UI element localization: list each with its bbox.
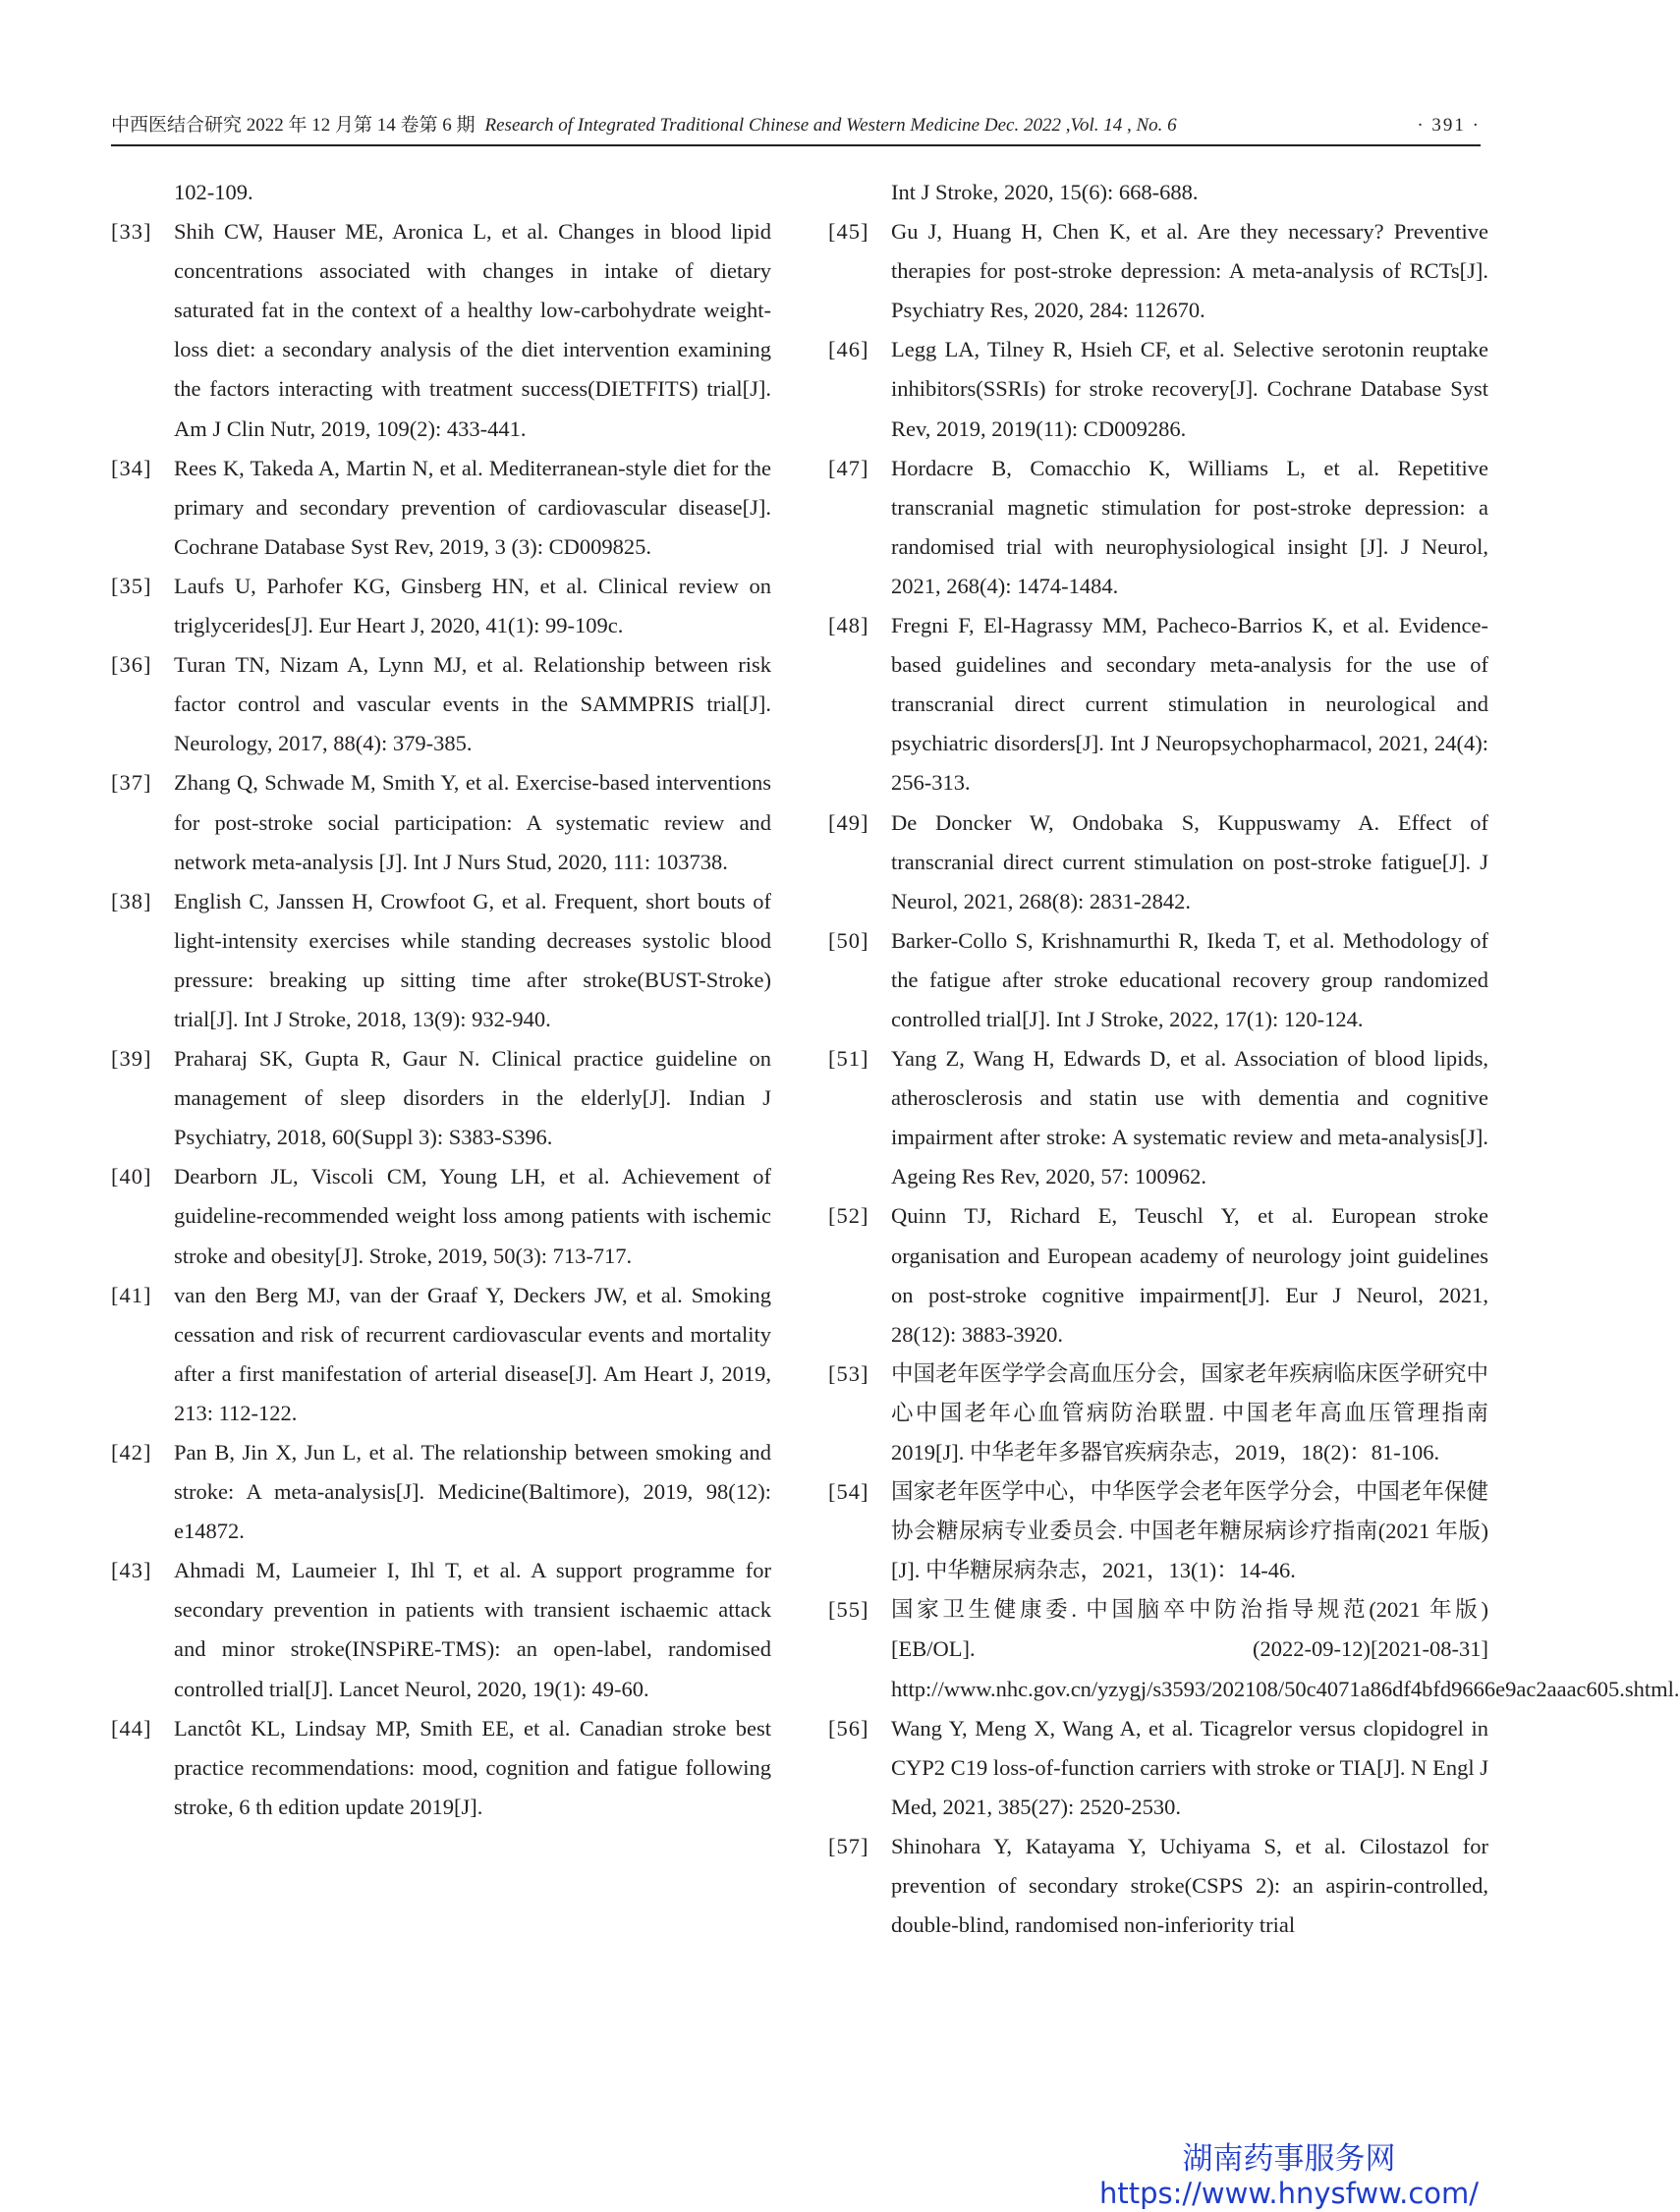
reference-continuation: 102-109. <box>174 180 253 204</box>
reference-number: [49] <box>828 809 869 835</box>
reference-text: Wang Y, Meng X, Wang A, et al. Ticagrelor versus clopidogrel in CYP2 C19 loss-of-function carriers with stroke or TIA[J]. N Engl J Med, 2021, 385(27): 2520-2530. <box>891 1715 1488 1819</box>
reference-text: De Doncker W, Ondobaka S, Kuppuswamy A. Effect of transcranial direct current stimulation on post-stroke fatigue[J]. J Neurol, 2021, 268(8): 2831-2842. <box>891 809 1488 913</box>
reference-item <box>111 449 771 567</box>
reference-text: 国家老年医学中心，中华医学会老年医学分会，中国老年保健协会糖尿病专业委员会. 中国老年糖尿病诊疗指南(2021 年版)[J]. 中华糖尿病杂志，2021，13(1)：14-46. <box>891 1479 1488 1583</box>
reference-text: Zhang Q, Schwade M, Smith Y, et al. Exercise-based interventions for post-stroke social participation: A systematic review and network meta-analysis [J]. Int J Nurs Stud, 2020, 111: 103738. <box>174 770 771 874</box>
reference-text: Legg LA, Tilney R, Hsieh CF, et al. Selective serotonin reuptake inhibitors(SSRIs) for stroke recovery[J]. Cochrane Database Syst Rev, 2019, 2019(11): CD009286. <box>891 337 1488 441</box>
reference-item <box>828 330 1488 448</box>
reference-number: [41] <box>111 1282 152 1307</box>
reference-text: Lanctôt KL, Lindsay MP, Smith EE, et al. Canadian stroke best practice recommendations: mood, cognition and fatigue following stroke, 6 th edition update 2019[J]. <box>174 1715 771 1819</box>
reference-number: [35] <box>111 573 152 598</box>
reference-item <box>111 1157 771 1275</box>
reference-number: [39] <box>111 1046 152 1072</box>
reference-item <box>828 803 1488 921</box>
reference-column-right <box>828 173 1680 1945</box>
reference-column-left <box>111 173 771 1827</box>
reference-number: [40] <box>111 1164 152 1189</box>
reference-text: van den Berg MJ, van der Graaf Y, Deckers JW, et al. Smoking cessation and risk of recurrent cardiovascular events and mortality after a first manifestation of arterial disease[J]. Am Heart J, 2019, 213: 112-122. <box>174 1282 771 1425</box>
watermark-site-name: 湖南药事服务网 <box>1182 2141 1396 2177</box>
reference-item <box>828 1709 1488 1827</box>
reference-list-left <box>111 212 771 1827</box>
reference-number: [34] <box>111 455 152 480</box>
reference-text: Dearborn JL, Viscoli CM, Young LH, et al. Achievement of guideline-recommended weight loss among patients with ischemic stroke and obesity[J]. Stroke, 2019, 50(3): 713-717. <box>174 1164 771 1268</box>
reference-number: [51] <box>828 1046 869 1072</box>
reference-item <box>111 1039 771 1157</box>
reference-item <box>828 1355 1488 1472</box>
reference-text: Gu J, Huang H, Chen K, et al. Are they necessary? Preventive therapies for post-stroke depression: A meta-analysis of RCTs[J]. Psychiatry Res, 2020, 284: 112670. <box>891 219 1488 323</box>
reference-number: [42] <box>111 1440 152 1465</box>
reference-item <box>111 1551 771 1708</box>
reference-item <box>828 1590 1680 1708</box>
reference-text: Barker-Collo S, Krishnamurthi R, Ikeda T, et al. Methodology of the fatigue after stroke educational recovery group randomized controlled trial[J]. Int J Stroke, 2022, 17(1): 120-124. <box>891 927 1488 1031</box>
reference-number: [50] <box>828 927 869 953</box>
page-number: · 391 · <box>1417 115 1481 136</box>
reference-item <box>828 606 1488 802</box>
reference-item <box>111 645 771 763</box>
reference-text: Hordacre B, Comacchio K, Williams L, et al. Repetitive transcranial magnetic stimulation for post-stroke depression: a randomised trial with neurophysiological insight [J]. J Neurol, 2021, 268(4): 1474-1484. <box>891 455 1488 598</box>
reference-text: Shih CW, Hauser ME, Aronica L, et al. Changes in blood lipid concentrations associated with changes in intake of dietary saturated fat in the context of a healthy low-carbohydrate weight-loss diet: a secondary analysis of the diet intervention examining the factors interacting with treatment success(DIETFITS) trial[J]. Am J Clin Nutr, 2019, 109(2): 433-441. <box>174 219 771 441</box>
header-rule <box>111 144 1481 146</box>
reference-number: [44] <box>111 1715 152 1741</box>
reference-item <box>111 567 771 645</box>
reference-item <box>828 1039 1488 1196</box>
journal-title-en: Research of Integrated Traditional Chinese and Western Medicine Dec. 2022 ,Vol. 14 , No. 6 <box>484 115 1177 136</box>
reference-number: [57] <box>828 1833 869 1858</box>
reference-item <box>828 1827 1488 1945</box>
reference-number: [45] <box>828 219 869 245</box>
reference-number: [52] <box>828 1203 869 1229</box>
reference-number: [36] <box>111 652 152 678</box>
reference-item <box>828 921 1488 1039</box>
reference-number: [47] <box>828 455 869 480</box>
reference-item <box>828 212 1488 330</box>
reference-continuation: Int J Stroke, 2020, 15(6): 668-688. <box>891 180 1199 204</box>
reference-number: [46] <box>828 337 869 362</box>
reference-item <box>111 882 771 1039</box>
reference-text: Turan TN, Nizam A, Lynn MJ, et al. Relationship between risk factor control and vascular events in the SAMMPRIS trial[J]. Neurology, 2017, 88(4): 379-385. <box>174 652 771 756</box>
reference-number: [33] <box>111 219 152 245</box>
reference-item <box>111 1709 771 1827</box>
reference-text: Rees K, Takeda A, Martin N, et al. Mediterranean-style diet for the primary and secondary prevention of cardiovascular disease[J]. Cochrane Database Syst Rev, 2019, 3 (3): CD009825. <box>174 455 771 559</box>
reference-number: [37] <box>111 770 152 796</box>
reference-item <box>111 212 771 449</box>
reference-number: [56] <box>828 1715 869 1741</box>
reference-list-right <box>828 212 1680 1945</box>
reference-item <box>111 1433 771 1551</box>
reference-text: 中国老年医学学会高血压分会，国家老年疾病临床医学研究中心中国老年心血管病防治联盟. 中国老年高血压管理指南 2019[J]. 中华老年多器官疾病杂志，2019，18(2)：81-106. <box>891 1360 1488 1465</box>
reference-number: [54] <box>828 1479 869 1505</box>
reference-text: Shinohara Y, Katayama Y, Uchiyama S, et al. Cilostazol for prevention of secondary stroke(CSPS 2): an aspirin-controlled, double-blind, randomised non-inferiority trial <box>891 1833 1488 1938</box>
reference-text: English C, Janssen H, Crowfoot G, et al. Frequent, short bouts of light-intensity exercises while standing decreases systolic blood pressure: breaking up sitting time after stroke(BUST-Stroke) trial[J]. Int J Stroke, 2018, 13(9): 932-940. <box>174 888 771 1031</box>
watermark <box>1073 2141 1505 2210</box>
reference-text: Ahmadi M, Laumeier I, Ihl T, et al. A support programme for secondary prevention in patients with transient ischaemic attack and minor stroke(INSPiRE-TMS): an open-label, randomised controlled trial[J]. Lancet Neurol, 2020, 19(1): 49-60. <box>174 1558 771 1701</box>
journal-title <box>111 111 1177 140</box>
reference-number: [48] <box>828 613 869 638</box>
reference-text: 国家卫生健康委. 中国脑卒中防治指导规范(2021 年版)[EB/OL]. (2022-09-12)[2021-08-31] http://www.nhc.gov.cn/yzygj/s3593/202108/50c4071a86df4bfd9666e9ac2aaac605.shtml. <box>891 1597 1680 1701</box>
reference-item <box>828 1196 1488 1354</box>
reference-text: Quinn TJ, Richard E, Teuschl Y, et al. European stroke organisation and European academy of neurology joint guidelines on post-stroke cognitive impairment[J]. Eur J Neurol, 2021, 28(12): 3883-3920. <box>891 1203 1488 1347</box>
reference-text: Praharaj SK, Gupta R, Gaur N. Clinical practice guideline on management of sleep disorders in the elderly[J]. Indian J Psychiatry, 2018, 60(Suppl 3): S383-S396. <box>174 1046 771 1150</box>
reference-item <box>111 763 771 881</box>
watermark-url[interactable]: https://www.hnysfww.com/ <box>1098 2177 1480 2210</box>
reference-text: Yang Z, Wang H, Edwards D, et al. Association of blood lipids, atherosclerosis and statin use with dementia and cognitive impairment after stroke: A systematic review and meta-analysis[J]. Ageing Res Rev, 2020, 57: 100962. <box>891 1046 1488 1189</box>
journal-title-cn: 中西医结合研究 2022 年 12 月第 14 卷第 6 期 <box>111 115 476 136</box>
reference-number: [55] <box>828 1597 869 1623</box>
reference-item <box>111 1276 771 1433</box>
reference-text: Laufs U, Parhofer KG, Ginsberg HN, et al. Clinical review on triglycerides[J]. Eur Heart J, 2020, 41(1): 99-109c. <box>174 573 771 638</box>
reference-item <box>828 1472 1488 1590</box>
reference-item <box>828 449 1488 606</box>
reference-number: [38] <box>111 888 152 913</box>
reference-text: Pan B, Jin X, Jun L, et al. The relationship between smoking and stroke: A meta-analysis[J]. Medicine(Baltimore), 2019, 98(12): e14872. <box>174 1440 771 1544</box>
reference-number: [53] <box>828 1360 869 1386</box>
reference-number: [43] <box>111 1558 152 1583</box>
reference-text: Fregni F, El-Hagrassy MM, Pacheco-Barrios K, et al. Evidence-based guidelines and secondary meta-analysis for the use of transcranial direct current stimulation in neurological and psychiatric disorders[J]. Int J Neuropsychopharmacol, 2021, 24(4): 256-313. <box>891 613 1488 796</box>
running-header <box>111 111 1481 140</box>
